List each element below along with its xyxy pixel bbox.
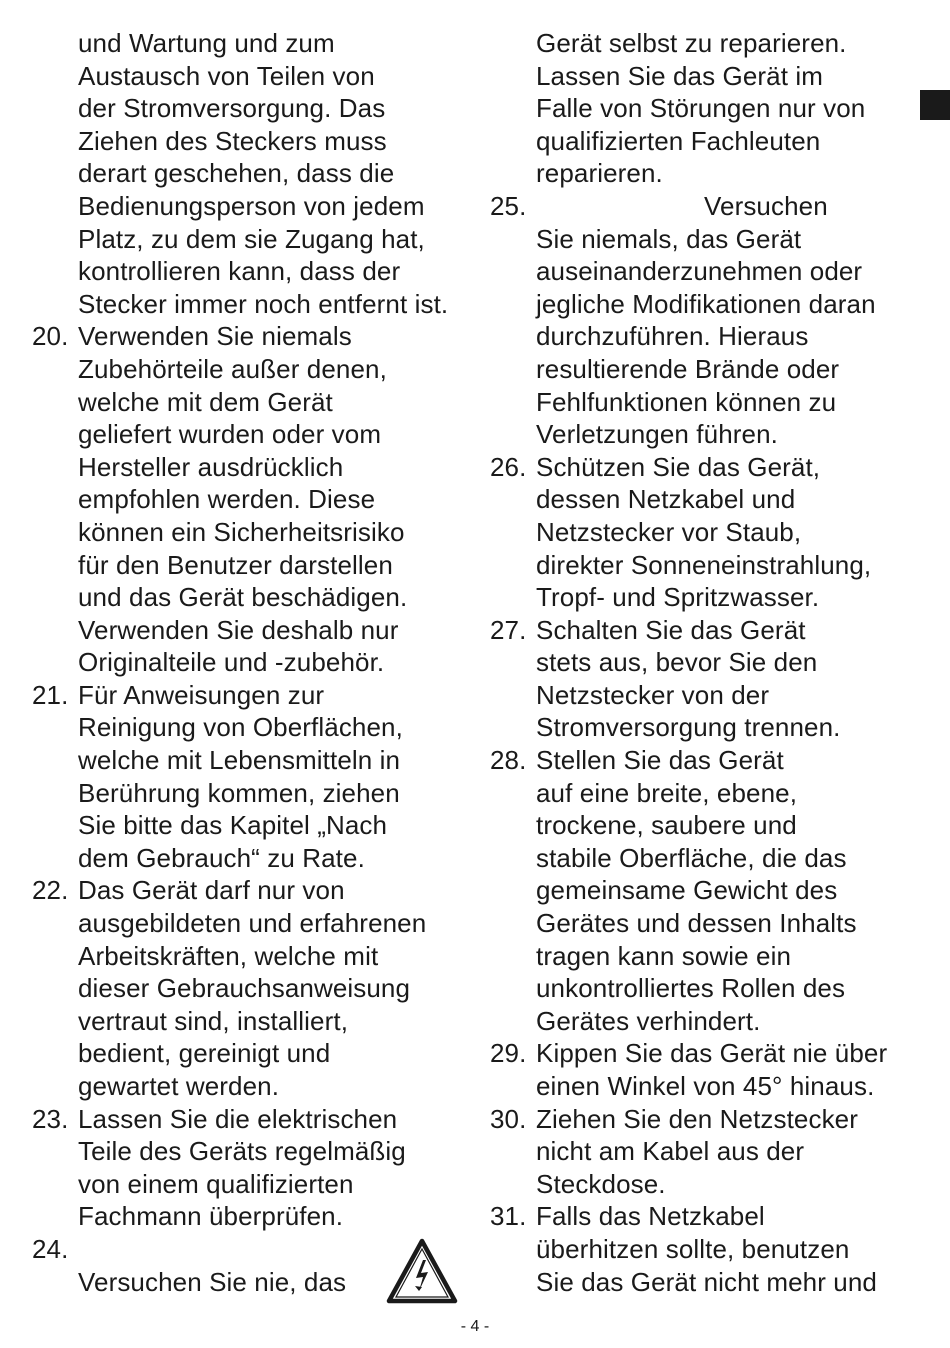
text-line: Sie bitte das Kapitel „Nach (78, 810, 388, 841)
list-item-28 (490, 744, 922, 1037)
text-line (536, 190, 922, 223)
text-line: Gerät selbst zu reparieren. (536, 28, 847, 58)
text-line: trockene, saubere und (536, 810, 797, 841)
text-line: Für Anweisungen zur (78, 679, 325, 710)
section-tab-marker (920, 90, 950, 120)
item-text (536, 451, 922, 614)
left-column (32, 27, 482, 1298)
text-line: Netzstecker vor Staub, (536, 516, 802, 547)
text-line: Hersteller ausdrücklich (78, 451, 344, 482)
text-line: resultierende Brände oder (536, 353, 840, 384)
item-number: 22. (32, 875, 69, 906)
text-line: Arbeitskräften, welche mit (78, 940, 379, 971)
text-line: geliefert wurden oder vom (78, 419, 382, 450)
text-line: kontrollieren kann, dass der (78, 256, 401, 287)
text-line: derart geschehen, dass die (78, 158, 395, 189)
text-line: Reinigung von Oberflächen, (78, 712, 403, 743)
item-number: 25. (490, 190, 527, 221)
text-line: stets aus, bevor Sie den (536, 647, 818, 678)
text-line: stabile Oberfläche, die das (536, 842, 847, 873)
electrical-hazard-icon (386, 1238, 458, 1304)
text-line: durchzuführen. Hieraus (536, 321, 809, 352)
text-line: Kippen Sie das Gerät nie über (536, 1038, 888, 1069)
text-line: auseinanderzunehmen oder (536, 256, 863, 287)
text-line: Stromversorgung trennen. (536, 712, 841, 743)
text-line: Sie das Gerät nicht mehr und (536, 1266, 877, 1297)
text-line: können ein Sicherheitsrisiko (78, 516, 405, 547)
list-item-29 (490, 1037, 922, 1102)
text-line: reparieren. (536, 158, 663, 189)
text-line: empfohlen werden. Diese (78, 484, 376, 515)
page-number: - 4 - (460, 1318, 490, 1335)
text-line: Zubehörteile außer denen, (78, 353, 387, 384)
text-line: dessen Netzkabel und (536, 484, 796, 515)
text-line: Tropf- und Spritzwasser. (536, 582, 820, 613)
list-item-27 (490, 614, 922, 744)
continued-paragraph (490, 27, 922, 190)
text-line: für den Benutzer darstellen (78, 549, 393, 580)
list-item-25 (490, 190, 922, 451)
text-line: dem Gebrauch“ zu Rate. (78, 842, 365, 873)
text-line: Schalten Sie das Gerät (536, 614, 806, 645)
text-line: Verletzungen führen. (536, 419, 778, 450)
right-column (490, 27, 922, 1298)
item-text (536, 1037, 922, 1102)
text-line: Versuchen Sie nie, das (78, 1266, 347, 1297)
item-text (536, 190, 922, 451)
text-line: jegliche Modifikationen daran (536, 288, 876, 319)
item-text (78, 679, 482, 875)
text-line: Bedienungsperson von jedem (78, 190, 425, 221)
text-line: Ziehen des Steckers muss (78, 125, 387, 156)
item-text (536, 614, 922, 744)
text-line: einen Winkel von 45° hinaus. (536, 1071, 875, 1101)
text-fragment: Versuchen (704, 190, 828, 221)
list-item-23 (32, 1103, 482, 1233)
item-text (536, 744, 922, 1037)
text-line: von einem qualifizierten (78, 1168, 354, 1199)
text-line: Lassen Sie das Gerät im (536, 60, 823, 91)
text-line: Originalteile und -zubehör. (78, 647, 385, 678)
item-number: 30. (490, 1103, 527, 1134)
text-line: Das Gerät darf nur von (78, 875, 345, 906)
item-number: 27. (490, 614, 527, 645)
list-item-31 (490, 1200, 922, 1298)
item-number: 20. (32, 321, 69, 352)
list-item-22 (32, 874, 482, 1102)
electrical-hazard-icon-graphic (386, 1238, 458, 1304)
text-line: welche mit dem Gerät (78, 386, 333, 417)
text-line: dieser Gebrauchsanweisung (78, 973, 411, 1004)
list-item-20 (32, 320, 482, 679)
list-item-21 (32, 679, 482, 875)
text-line: der Stromversorgung. Das (78, 93, 386, 124)
text-line: Gerätes verhindert. (536, 1005, 761, 1036)
text-line: Platz, zu dem sie Zugang hat, (78, 223, 425, 254)
text-line: Gerätes und dessen Inhalts (536, 908, 857, 939)
item-number: 23. (32, 1103, 69, 1134)
text-line: Sie niemals, das Gerät (536, 223, 802, 254)
text-line: nicht am Kabel aus der (536, 1136, 805, 1167)
item-text (78, 1103, 482, 1233)
text-line: ausgebildeten und erfahrenen (78, 908, 427, 939)
text-line: Berührung kommen, ziehen (78, 777, 400, 808)
list-item-30 (490, 1103, 922, 1201)
text-line: bedient, gereinigt und (78, 1038, 331, 1069)
text-line: Schützen Sie das Gerät, (536, 451, 821, 482)
item-number: 28. (490, 745, 527, 776)
text-line: Fachmann überprüfen. (78, 1201, 344, 1232)
item-text (78, 320, 482, 679)
continued-paragraph (32, 27, 482, 320)
text-line: Stellen Sie das Gerät (536, 745, 784, 776)
text-line: überhitzen sollte, benutzen (536, 1233, 850, 1264)
text-line: Stecker immer noch entfernt ist. (78, 288, 449, 319)
text-line: und das Gerät beschädigen. (78, 582, 408, 613)
text-line: vertraut sind, installiert, (78, 1005, 349, 1036)
item-number: 31. (490, 1201, 527, 1232)
text-line: qualifizierten Fachleuten (536, 125, 821, 156)
text-line: und Wartung und zum (78, 28, 335, 58)
text-line: Falls das Netzkabel (536, 1201, 765, 1232)
list-item-26 (490, 451, 922, 614)
text-line: gewartet werden. (78, 1071, 280, 1101)
item-number: 26. (490, 451, 527, 482)
text-line: Fehlfunktionen können zu (536, 386, 837, 417)
item-number: 21. (32, 679, 69, 710)
text-line: unkontrolliertes Rollen des (536, 973, 846, 1004)
text-line: Lassen Sie die elektrischen (78, 1103, 398, 1134)
item-text (78, 874, 482, 1102)
item-number: 24. (32, 1233, 69, 1264)
item-text (536, 1103, 922, 1201)
text-line: Verwenden Sie niemals (78, 321, 352, 352)
text-line: tragen kann sowie ein (536, 940, 792, 971)
text-line: welche mit Lebensmitteln in (78, 745, 401, 776)
text-line: auf eine breite, ebene, (536, 777, 798, 808)
text-line: direkter Sonneneinstrahlung, (536, 549, 872, 580)
item-text (536, 1200, 922, 1298)
text-line: Netzstecker von der (536, 679, 770, 710)
text-line: Falle von Störungen nur von (536, 93, 866, 124)
text-line: Teile des Geräts regelmäßig (78, 1136, 406, 1167)
text-line: gemeinsame Gewicht des (536, 875, 838, 906)
item-number: 29. (490, 1038, 527, 1069)
text-line: Verwenden Sie deshalb nur (78, 614, 399, 645)
text-line: Steckdose. (536, 1168, 666, 1199)
text-line: Austausch von Teilen von (78, 60, 375, 91)
text-line: Ziehen Sie den Netzstecker (536, 1103, 858, 1134)
